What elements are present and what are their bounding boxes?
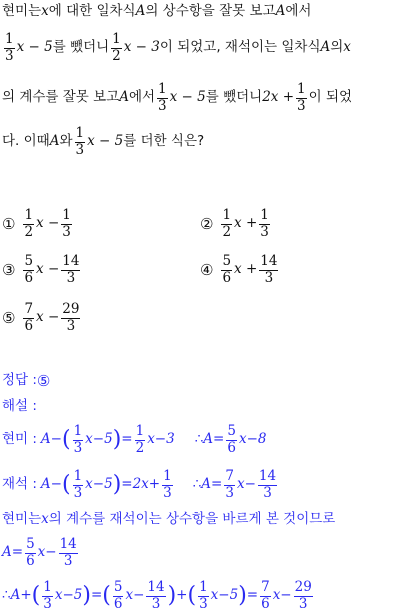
math-expression: x−5 (85, 431, 113, 448)
math-expression: x−5 (210, 587, 239, 604)
numerator: 14 (59, 536, 77, 553)
denominator: 3 (199, 595, 208, 612)
math-symbol: 의 계수를 재석이는 상수항을 바르게 본 것이므로 (48, 511, 336, 528)
math-symbol: = (121, 431, 133, 448)
math-expression: x−5 (54, 587, 83, 604)
paren: ) (238, 583, 247, 608)
fraction (294, 580, 313, 611)
choice-3[interactable] (2, 250, 82, 290)
fraction (73, 469, 84, 500)
text: 이 되었 (308, 89, 353, 106)
numerator: 14 (260, 253, 278, 270)
denominator: 6 (227, 439, 236, 456)
denominator: 3 (298, 595, 308, 612)
math-symbol: ∴ (194, 431, 204, 448)
paren-close: ) (112, 472, 122, 497)
expression: x − (36, 215, 60, 232)
math-symbol: = (11, 544, 24, 561)
paren: ( (187, 583, 197, 608)
denominator: 3 (75, 141, 85, 158)
text: 를 뺐더니 (205, 89, 263, 106)
expression: x − 5 (87, 133, 124, 150)
numerator: 5 (26, 536, 35, 553)
fraction (226, 424, 237, 455)
denominator: 3 (151, 595, 161, 612)
var-x: x (343, 39, 351, 56)
expression: x − 5 (16, 39, 53, 56)
fraction (162, 469, 173, 500)
math-expression: A (2, 544, 12, 561)
denominator: 6 (222, 269, 232, 286)
text: 를 더한 식은? (123, 133, 205, 150)
fraction (135, 424, 146, 455)
expression: x + (234, 215, 258, 232)
math-expression: A (10, 587, 21, 604)
numerator: 1 (24, 207, 34, 224)
answer-label: 정답 : (2, 372, 37, 389)
fraction (23, 208, 34, 239)
numerator: 14 (147, 579, 165, 596)
var-a: A (275, 3, 286, 20)
fraction (157, 82, 168, 113)
denominator: 2 (24, 223, 34, 240)
var-a: A (135, 3, 146, 20)
choice-2[interactable] (200, 204, 272, 244)
denominator: 3 (260, 223, 269, 240)
math-expression: x−8 (238, 431, 267, 448)
fraction (258, 469, 277, 500)
numerator: 14 (62, 253, 80, 270)
fraction (59, 537, 78, 568)
math-symbol: ∴ (2, 587, 11, 604)
var-a: A (49, 133, 60, 150)
result-line (2, 533, 80, 573)
text: 에서 (285, 3, 312, 20)
numerator: 1 (158, 81, 167, 98)
denominator: 6 (24, 269, 34, 286)
numerator: 5 (24, 253, 34, 270)
fraction (198, 580, 209, 611)
choice-5[interactable] (2, 298, 82, 338)
fraction (111, 32, 122, 63)
math-expression: A (203, 431, 214, 448)
text: 재석 : (2, 476, 37, 493)
numerator: 5 (113, 579, 123, 596)
choice-number: ③ (2, 260, 16, 279)
math-expression: x− (125, 587, 145, 604)
paren: ( (102, 583, 111, 608)
math-symbol: = (213, 431, 225, 448)
fraction (61, 208, 72, 239)
denominator: 3 (66, 317, 76, 334)
denominator: 6 (261, 595, 270, 612)
text: 현미는 (2, 3, 42, 20)
numerator: 7 (225, 468, 234, 485)
explanation-text (2, 512, 335, 528)
denominator: 3 (73, 439, 83, 456)
denominator: 3 (297, 97, 306, 114)
fraction (113, 580, 124, 611)
jaeseok-line (2, 465, 279, 505)
denominator: 3 (225, 484, 234, 501)
text: 와 (59, 133, 73, 150)
numerator: 5 (227, 423, 236, 440)
text: 에서 (128, 89, 156, 106)
denominator: 3 (62, 223, 71, 240)
math-symbol: = (211, 476, 223, 493)
math-symbol: ∴ (192, 476, 202, 493)
fraction (73, 424, 84, 455)
fraction (75, 126, 86, 157)
fraction (23, 254, 34, 285)
numerator: 1 (43, 579, 52, 596)
text: 의 계수를 잘못 보고 (2, 89, 120, 106)
text: 해설 : (2, 398, 37, 415)
denominator: 3 (263, 484, 272, 501)
problem-line-2 (2, 28, 351, 68)
numerator: 1 (199, 579, 208, 596)
math-expression: 2x+ (132, 476, 161, 493)
explanation-label (2, 399, 37, 415)
denominator: 6 (24, 317, 34, 334)
math-expression: x−5 (85, 476, 113, 493)
numerator: 1 (112, 31, 121, 48)
numerator: 1 (73, 468, 83, 485)
paren-open: ( (61, 427, 71, 452)
var-a: A (119, 89, 129, 106)
paren: ) (82, 583, 91, 608)
choice-1[interactable] (2, 204, 74, 244)
math-expression: x−3 (147, 431, 175, 448)
fraction (296, 82, 307, 113)
problem-line-1 (2, 2, 311, 22)
math-expression: x− (272, 587, 292, 604)
numerator: 7 (24, 301, 34, 318)
numerator: 5 (222, 253, 232, 270)
expression: x − (36, 261, 60, 278)
fraction (146, 580, 165, 611)
text: 를 뺐더니 (52, 39, 110, 56)
math-symbol: + (176, 587, 188, 604)
problem-line-4 (2, 122, 204, 162)
denominator: 3 (63, 552, 73, 569)
numerator: 1 (73, 423, 83, 440)
expression: 2x + (262, 89, 295, 106)
math-expression: x− (37, 544, 57, 561)
choice-4[interactable] (200, 250, 280, 290)
numerator: 1 (222, 207, 232, 224)
text: 의 상수항을 잘못 보고 (145, 3, 276, 20)
math-symbol: − (50, 476, 62, 493)
math-expression: x− (236, 476, 256, 493)
numerator: 7 (261, 579, 270, 596)
paren: ( (31, 583, 41, 608)
math-symbol: = (90, 587, 103, 604)
numerator: 1 (135, 423, 145, 440)
math-symbol: = (121, 476, 133, 493)
numerator: 29 (62, 301, 80, 318)
fraction (25, 537, 36, 568)
math-symbol: 현미는 (2, 511, 42, 528)
numerator: 1 (297, 81, 306, 98)
fraction (4, 32, 15, 63)
denominator: 6 (26, 552, 35, 569)
denominator: 2 (112, 47, 121, 64)
denominator: 3 (43, 595, 52, 612)
denominator: 6 (113, 595, 123, 612)
expression: x − 3 (123, 39, 160, 56)
choice-number: ⑤ (2, 308, 16, 327)
problem-line-3 (2, 78, 352, 118)
var-a: A (40, 476, 51, 493)
text: 이 되었고, 재석이는 일차식 (159, 39, 321, 56)
math-expression: A (201, 476, 212, 493)
choice-number: ④ (200, 260, 214, 279)
fraction (224, 469, 235, 500)
denominator: 3 (264, 269, 274, 286)
var-a: A (320, 39, 331, 56)
hyunmi-line (2, 420, 266, 460)
var-x: x (41, 3, 49, 20)
final-line (2, 576, 315, 616)
numerator: 1 (62, 207, 71, 224)
fraction (259, 254, 278, 285)
denominator: 3 (66, 269, 76, 286)
fraction (259, 208, 270, 239)
fraction (61, 254, 80, 285)
fraction (42, 580, 53, 611)
numerator: 1 (163, 468, 172, 485)
denominator: 2 (222, 223, 232, 240)
expression: x + (234, 261, 258, 278)
denominator: 3 (73, 484, 83, 501)
paren-open: ( (61, 472, 71, 497)
denominator: 3 (5, 47, 14, 64)
text: 현미 : (2, 431, 37, 448)
expression: x − (36, 309, 60, 326)
choice-number: ① (2, 214, 16, 233)
denominator: 3 (158, 97, 167, 114)
fraction (260, 580, 271, 611)
numerator: 14 (258, 468, 277, 485)
numerator: 1 (260, 207, 269, 224)
answer-value: ⑤ (36, 371, 51, 390)
math-symbol: = (246, 587, 259, 604)
math-expression: x (41, 511, 49, 528)
text: 다. 이때 (2, 133, 50, 150)
expression: x − 5 (169, 89, 206, 106)
text: 의 (330, 39, 344, 56)
paren: ) (167, 583, 177, 608)
math-symbol: − (50, 431, 62, 448)
answer-line (2, 373, 50, 389)
var-a: A (40, 431, 51, 448)
paren-close: ) (112, 427, 122, 452)
fraction (221, 208, 232, 239)
numerator: 1 (75, 125, 85, 142)
numerator: 1 (5, 31, 14, 48)
math-symbol: + (20, 587, 32, 604)
denominator: 2 (135, 439, 145, 456)
fraction (61, 302, 80, 333)
denominator: 3 (163, 484, 172, 501)
fraction (23, 302, 34, 333)
choice-number: ② (200, 214, 214, 233)
fraction (221, 254, 232, 285)
text: 에 대한 일차식 (48, 3, 136, 20)
numerator: 29 (294, 579, 312, 596)
